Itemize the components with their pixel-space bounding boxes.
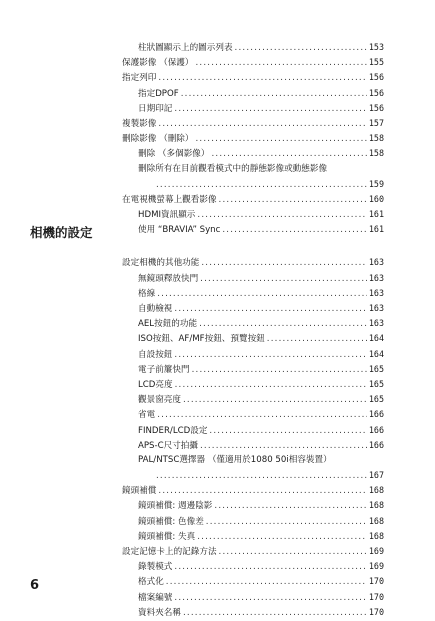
toc-entry-page: 168 <box>368 485 384 496</box>
toc-entry[interactable] <box>122 590 384 605</box>
toc-entry[interactable] <box>122 559 384 574</box>
toc-entry-page: 158 <box>368 148 384 159</box>
toc-entry-title: 檔案編號 <box>138 592 173 603</box>
toc-entry-page: 156 <box>368 87 384 98</box>
toc-entry-title: LCD亮度 <box>138 379 173 390</box>
toc-entry[interactable] <box>122 55 384 70</box>
toc-entry-page: 163 <box>368 272 384 283</box>
dot-leader <box>174 348 366 363</box>
toc-entry-title: 設定相機的其他功能 <box>122 258 200 269</box>
dot-leader <box>174 591 366 606</box>
toc-entry-page: 161 <box>368 209 384 220</box>
dot-leader <box>211 147 366 162</box>
toc-entry-title: 自動檢視 <box>138 304 173 314</box>
section-heading: 相機的設定 <box>30 225 93 240</box>
toc-entry-page: 165 <box>368 378 384 389</box>
toc-entry-page: 166 <box>368 409 384 420</box>
toc-entry-continuation <box>138 468 384 483</box>
toc-entry-title: 鏡頭補償: 失真 <box>138 531 196 542</box>
toc-entry[interactable] <box>122 222 384 237</box>
toc-entry[interactable] <box>122 347 384 362</box>
toc-entry[interactable] <box>122 271 384 286</box>
toc-entry-page: 167 <box>368 470 384 481</box>
toc-entry[interactable] <box>122 453 384 483</box>
toc-entry-title: 設定記憶卡上的記錄方法 <box>122 547 217 557</box>
dot-leader <box>183 606 367 621</box>
toc-entry-title: 複製影像 <box>122 118 157 129</box>
toc-entry[interactable] <box>122 301 384 316</box>
toc-entry[interactable] <box>122 574 384 589</box>
toc-entry[interactable] <box>122 40 384 55</box>
toc-entry[interactable] <box>122 207 384 222</box>
toc-entry-page: 168 <box>368 515 384 526</box>
toc-entry-page: 168 <box>368 530 384 541</box>
toc-entry[interactable] <box>122 605 384 620</box>
toc-entry-title: 格線 <box>138 288 156 299</box>
dot-leader <box>209 424 366 439</box>
dot-leader <box>206 515 367 530</box>
toc-entry-page: 163 <box>368 257 384 268</box>
toc-entry[interactable] <box>122 498 384 513</box>
toc-entry[interactable] <box>122 146 384 161</box>
toc-entry-title: 省電 <box>138 410 156 421</box>
dot-leader <box>174 102 366 117</box>
toc-entry-title: 刪除 （多個影像） <box>138 149 210 160</box>
dot-leader <box>181 87 367 102</box>
toc-entry-title: 資料夾名稱 <box>138 607 181 618</box>
toc-entry-page: 155 <box>368 57 384 68</box>
dot-leader <box>156 469 367 484</box>
toc-entry-title: 鏡頭補償: 色像差 <box>138 516 204 527</box>
toc-entry-title: PAL/NTSC選擇器 （僅適用於1080 50i相容裝置） <box>138 454 332 465</box>
toc-entry[interactable] <box>122 162 384 192</box>
toc-entry-title: 使用 “BRAVIA” Sync <box>138 225 221 236</box>
dot-leader <box>235 41 367 56</box>
toc-entry-page: 164 <box>368 333 384 344</box>
section-spacer <box>122 237 384 255</box>
toc-entry-page: 156 <box>368 102 384 113</box>
dot-leader <box>201 256 367 271</box>
toc-entry-page: 165 <box>368 363 384 374</box>
toc-entry[interactable] <box>122 316 384 331</box>
toc-entry-title: FINDER/LCD設定 <box>138 425 208 436</box>
toc-entry-title: HDMI資訊顯示 <box>138 210 196 221</box>
toc-entry-title: AEL按鈕的功能 <box>138 319 198 330</box>
dot-leader <box>195 56 366 71</box>
dot-leader <box>192 363 367 378</box>
toc-entry-page: 160 <box>368 193 384 204</box>
page-number: 6 <box>30 578 40 593</box>
toc-entry[interactable] <box>122 392 384 407</box>
toc-entry-page: 159 <box>368 178 384 189</box>
toc-entry-page: 169 <box>368 561 384 572</box>
toc-entry[interactable] <box>122 362 384 377</box>
toc-entry-page: 169 <box>368 546 384 556</box>
dot-leader <box>195 132 366 147</box>
toc-entry-title: 錄製模式 <box>138 562 173 573</box>
toc-entry-title: 無鏡頭釋放快門 <box>138 273 199 284</box>
toc-entry-title: 自設按鈕 <box>138 349 173 360</box>
dot-leader <box>158 71 366 86</box>
dot-leader <box>174 560 366 575</box>
toc-entry-page: 163 <box>368 287 384 298</box>
toc-entry[interactable] <box>122 86 384 101</box>
toc-entry-title: 刪除所有在目前觀看模式中的靜態影像或動態影像 <box>138 163 328 174</box>
toc-entry[interactable] <box>122 116 384 131</box>
toc-entry-title: 觀景窗亮度 <box>138 395 181 406</box>
dot-leader <box>214 499 366 514</box>
toc-entry-title: 鏡頭補償: 週邊陰影 <box>138 501 213 512</box>
dot-leader <box>200 439 367 454</box>
toc-entry[interactable] <box>122 423 384 438</box>
toc-entry-page: 161 <box>368 224 384 235</box>
toc-entry-title: 電子前簾快門 <box>138 364 190 375</box>
toc-entry-title: ISO按鈕、AF/MF按鈕、預覽按鈕 <box>138 334 265 345</box>
toc-entry-page: 166 <box>368 439 384 450</box>
toc-entry-page: 170 <box>368 591 384 602</box>
toc-entry[interactable] <box>122 514 384 529</box>
toc-entry[interactable] <box>122 529 384 544</box>
toc-entry[interactable] <box>122 101 384 116</box>
toc-entry[interactable] <box>122 483 384 498</box>
toc-entry-page: 166 <box>368 424 384 435</box>
dot-leader <box>222 223 367 238</box>
toc-entry[interactable] <box>122 192 384 207</box>
toc-entry-page: 156 <box>368 72 384 83</box>
toc-entry-page: 164 <box>368 348 384 359</box>
dot-leader <box>166 575 367 590</box>
toc-entry-page: 170 <box>368 606 384 617</box>
dot-leader <box>219 545 367 560</box>
dot-leader <box>200 272 367 287</box>
toc-entry[interactable] <box>122 131 384 146</box>
dot-leader <box>175 378 367 393</box>
toc-entry-title: 柱狀圖顯示上的圖示列表 <box>138 43 233 53</box>
toc-entry-continuation <box>138 177 384 192</box>
toc-entry[interactable] <box>122 544 384 559</box>
toc-entry-title: 刪除影像 （刪除） <box>122 134 194 145</box>
toc-entry-title: 鏡頭補償 <box>122 486 157 497</box>
toc-entry[interactable] <box>122 407 384 422</box>
dot-leader <box>156 178 367 193</box>
dot-leader <box>174 302 366 317</box>
toc-entry-title: 指定列印 <box>122 73 157 84</box>
toc-entry-title: 格式化 <box>138 577 164 588</box>
toc-entry-page: 157 <box>368 117 384 128</box>
toc-entry-title: APS-C尺寸拍攝 <box>138 440 198 451</box>
dot-leader <box>197 208 366 223</box>
toc-entry-title: 日期印記 <box>138 103 173 114</box>
toc-entry-title: 保護影像 （保護） <box>122 58 194 69</box>
dot-leader <box>197 530 367 545</box>
toc-entry-page: 153 <box>368 42 384 52</box>
toc-entry[interactable] <box>122 331 384 346</box>
dot-leader <box>158 117 366 132</box>
toc-entry[interactable] <box>122 377 384 392</box>
toc-entry-page: 158 <box>368 133 384 144</box>
toc-entry-page: 163 <box>368 303 384 313</box>
dot-leader <box>157 287 367 302</box>
dot-leader <box>183 393 367 408</box>
toc-entry[interactable] <box>122 438 384 453</box>
dot-leader <box>199 317 367 332</box>
toc-entry-title: 指定DPOF <box>138 88 179 99</box>
dot-leader <box>267 332 367 347</box>
toc-entry-page: 165 <box>368 394 384 405</box>
toc-entry-page: 163 <box>368 318 384 329</box>
toc-entry-page: 170 <box>368 576 384 587</box>
toc-entry[interactable] <box>122 255 384 270</box>
toc-entry[interactable] <box>122 286 384 301</box>
toc-entry-page: 168 <box>368 500 384 511</box>
dot-leader <box>157 408 367 423</box>
dot-leader <box>158 484 366 499</box>
toc-entry-title: 在電視機螢幕上觀看影像 <box>122 194 217 205</box>
dot-leader <box>219 193 367 208</box>
table-of-contents <box>122 40 384 620</box>
toc-entry[interactable] <box>122 70 384 85</box>
